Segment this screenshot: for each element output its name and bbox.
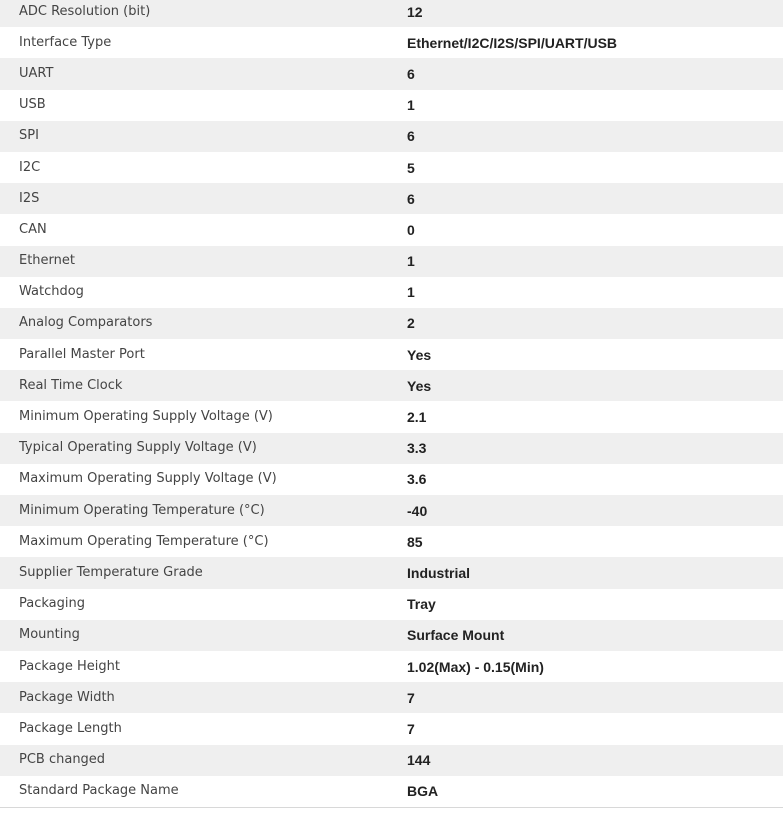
spec-label: Supplier Temperature Grade [19,564,203,580]
spec-row [0,433,783,464]
spec-row [0,776,783,807]
spec-label: Minimum Operating Temperature (°C) [19,502,265,518]
spec-label: Parallel Master Port [19,346,145,362]
spec-label: Real Time Clock [19,377,123,393]
spec-label: Package Length [19,720,122,736]
spec-row [0,745,783,776]
spec-value: -40 [407,502,428,519]
spec-value: 5 [407,159,415,176]
spec-label: Watchdog [19,284,84,300]
spec-value: 3.3 [407,440,427,457]
spec-value: Tray [407,596,436,613]
spec-row [0,58,783,89]
spec-value: Yes [407,377,432,394]
spec-row [0,651,783,682]
spec-value: 1.02(Max) - 0.15(Min) [407,658,544,675]
spec-value: Yes [407,346,432,363]
spec-row [0,339,783,370]
spec-row [0,277,783,308]
spec-value: 2.1 [407,409,427,426]
spec-row [0,589,783,620]
spec-value: 7 [407,689,415,706]
spec-row [0,214,783,245]
spec-value: 144 [407,752,431,769]
spec-label: Typical Operating Supply Voltage (V) [19,440,257,456]
spec-label: Maximum Operating Supply Voltage (V) [19,471,277,487]
spec-value: 6 [407,190,415,207]
table-bottom-divider [0,807,783,808]
spec-row [0,713,783,744]
spec-value: 6 [407,65,415,82]
spec-value: 1 [407,284,415,301]
spec-row [0,27,783,58]
spec-label: Mounting [19,627,80,643]
spec-value: 0 [407,221,415,238]
spec-label: Packaging [19,596,85,612]
spec-value: Industrial [407,564,471,581]
spec-row [0,401,783,432]
spec-value: 1 [407,253,415,270]
spec-value: 1 [407,97,415,114]
spec-value: BGA [407,783,439,800]
spec-row [0,682,783,713]
spec-row [0,90,783,121]
spec-label: Package Height [19,658,120,674]
spec-row [0,526,783,557]
spec-value: Ethernet/I2C/I2S/SPI/UART/USB [407,34,618,51]
spec-label: SPI [19,128,39,144]
spec-row [0,620,783,651]
spec-label: PCB changed [19,752,106,768]
spec-label: I2S [19,190,40,206]
spec-value: 2 [407,315,415,332]
spec-label: Interface Type [19,34,112,50]
spec-row [0,557,783,588]
spec-label: Package Width [19,689,115,705]
spec-row [0,370,783,401]
spec-label: I2C [19,159,41,175]
spec-label: USB [19,97,46,113]
spec-row [0,464,783,495]
spec-label: ADC Resolution (bit) [19,3,151,19]
spec-label: Analog Comparators [19,315,153,331]
spec-label: Standard Package Name [19,783,179,799]
spec-value: Surface Mount [407,627,505,644]
spec-value: 12 [407,3,423,20]
spec-label: Minimum Operating Supply Voltage (V) [19,409,273,425]
spec-row [0,495,783,526]
spec-label: UART [19,65,54,81]
spec-row [0,0,783,27]
spec-row [0,246,783,277]
spec-value: 6 [407,128,415,145]
spec-row [0,152,783,183]
spec-row [0,121,783,152]
spec-row [0,183,783,214]
spec-value: 85 [407,533,423,550]
spec-label: CAN [19,221,47,237]
spec-value: 7 [407,720,415,737]
spec-label: Ethernet [19,253,75,269]
spec-row [0,308,783,339]
spec-label: Maximum Operating Temperature (°C) [19,533,269,549]
spec-value: 3.6 [407,471,427,488]
